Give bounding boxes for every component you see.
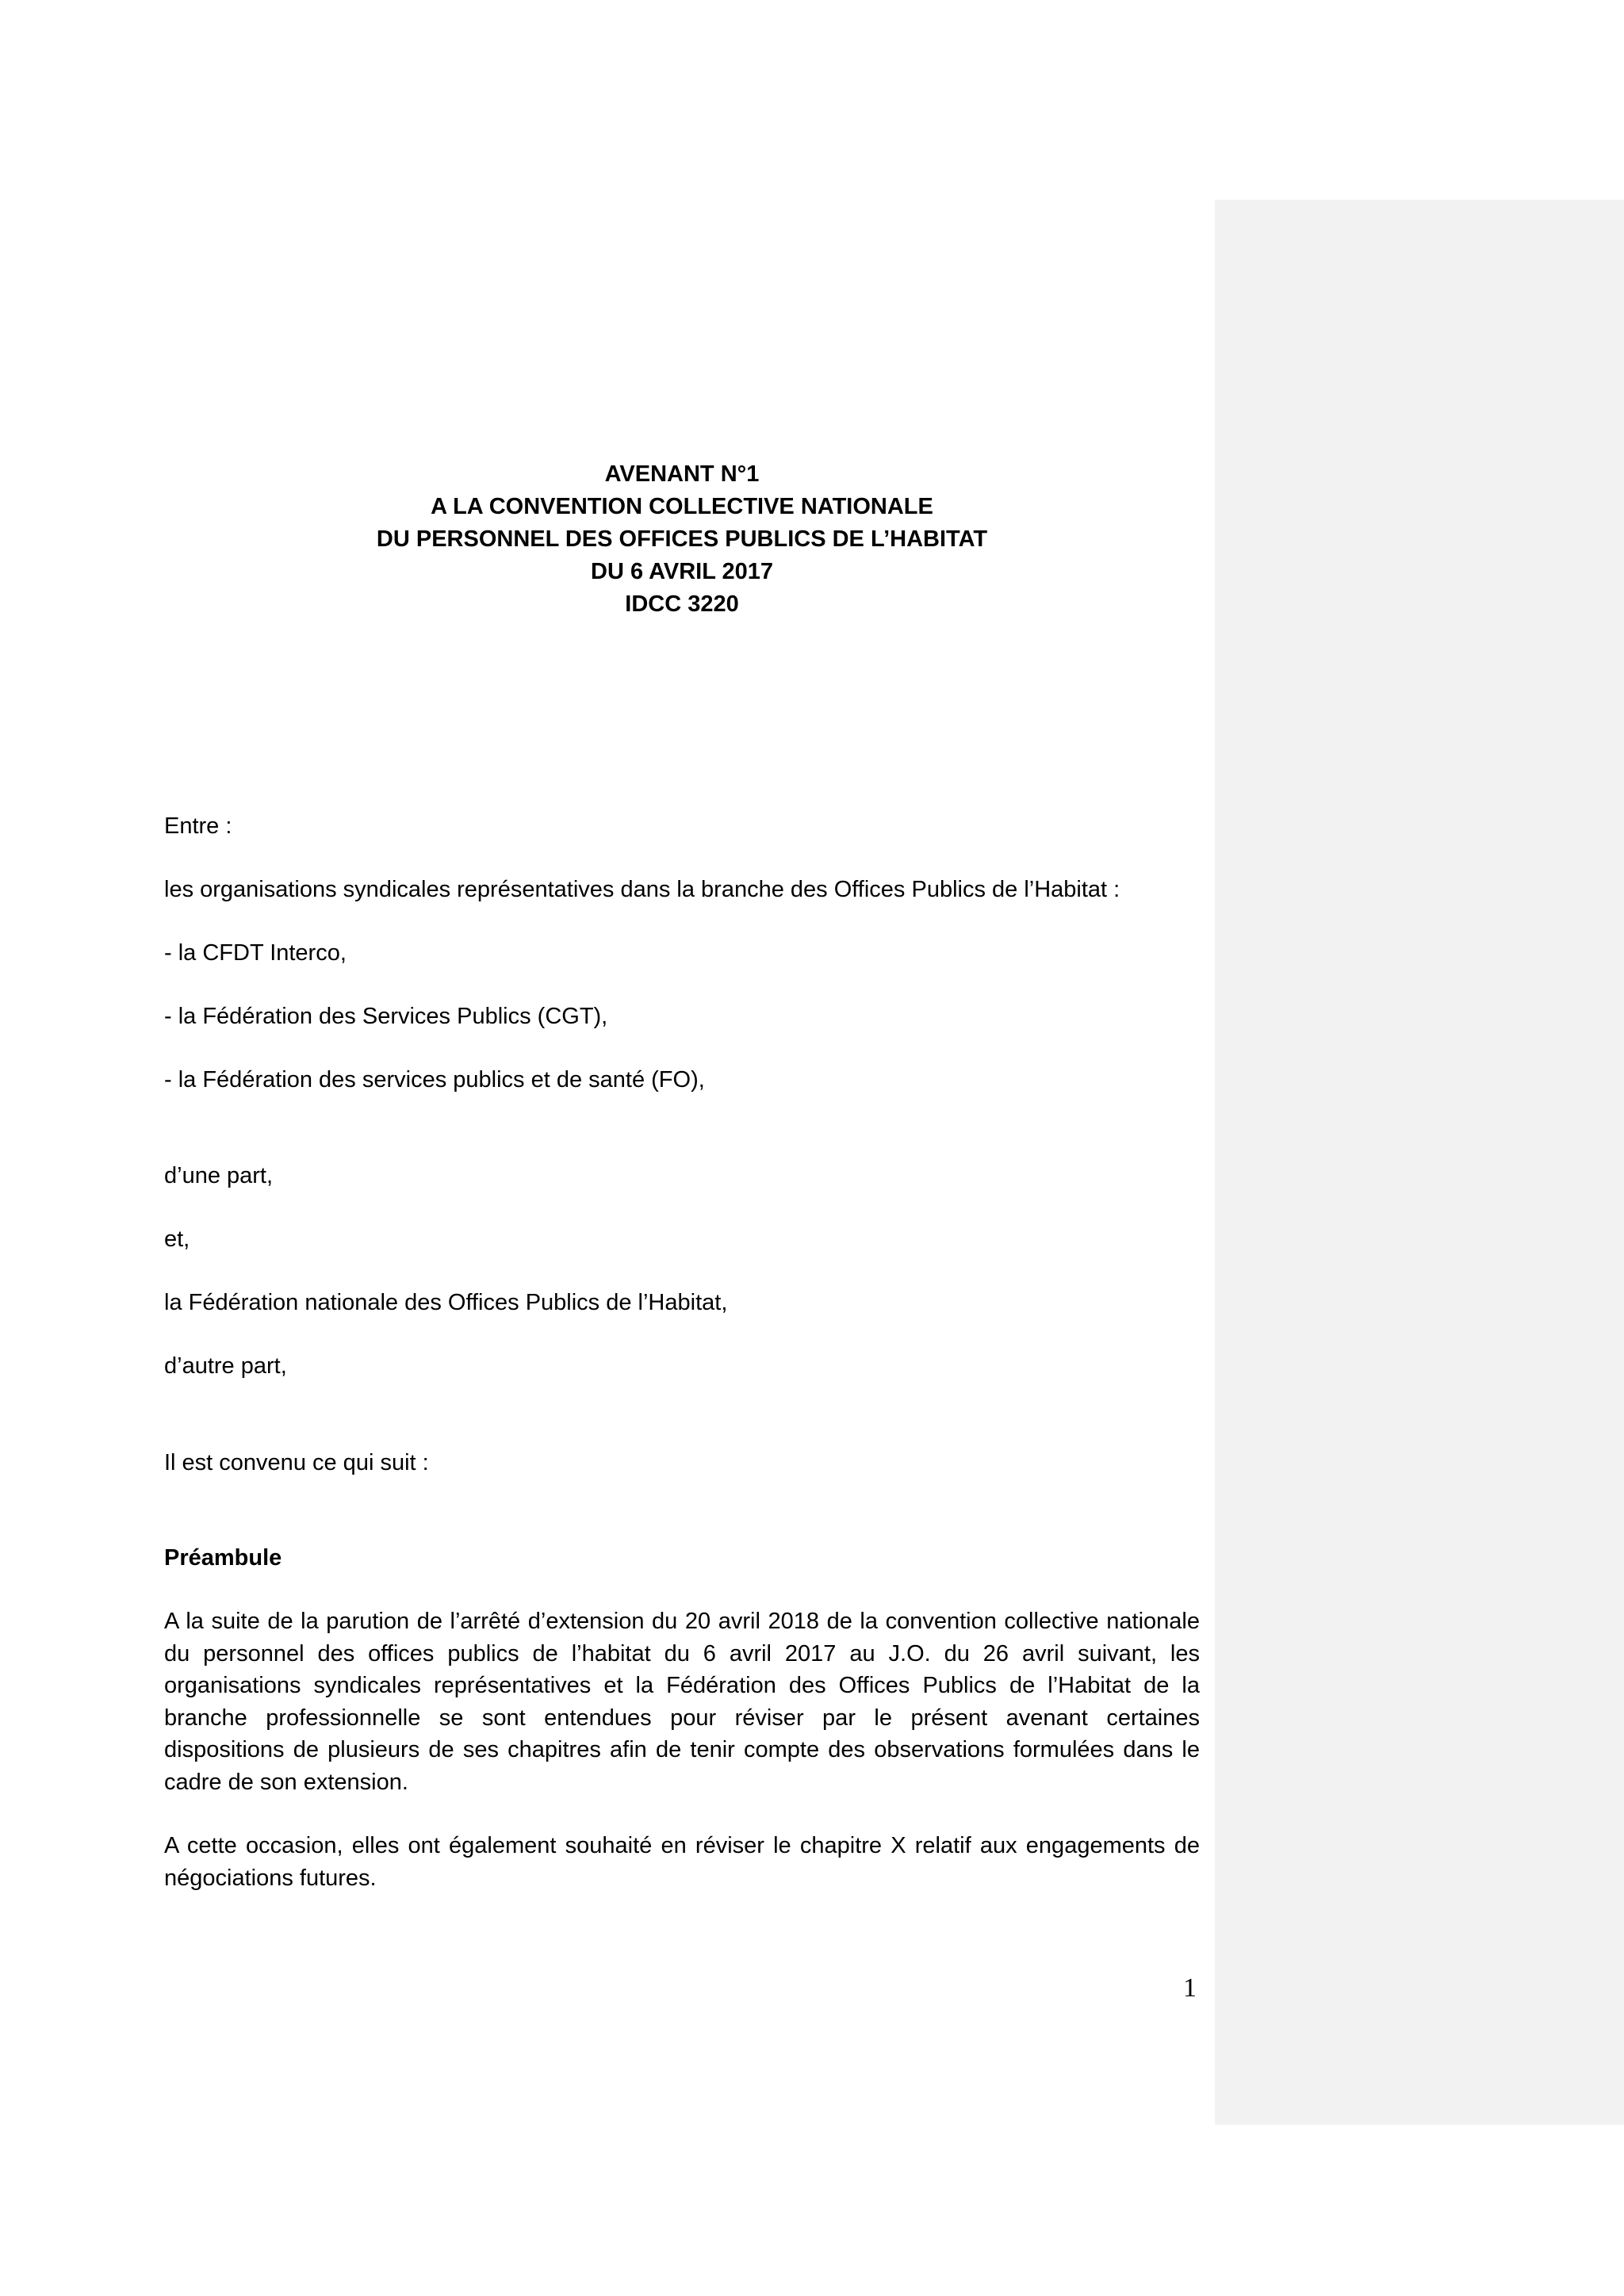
paragraph-line: A cette occasion, elles ont également souhaité en réviser le chapitre X relatif aux engagements de xyxy=(164,1833,1200,1858)
preamble-paragraph-1 xyxy=(164,1605,1200,1798)
agreement-statement: Il est convenu ce qui suit : xyxy=(164,1450,429,1475)
preamble-heading: Préambule xyxy=(164,1545,282,1571)
title-line: A LA CONVENTION COLLECTIVE NATIONALE xyxy=(431,494,933,519)
paragraph-line: A la suite de la parution de l’arrêté d’extension du 20 avril 2018 de la convention collective nationale xyxy=(164,1609,1200,1634)
paragraph-line: cadre de son extension. xyxy=(164,1769,408,1795)
document-title xyxy=(164,458,1200,621)
paragraph-line: organisations syndicales représentatives et la Fédération des Offices Publics de l’Habitat de la xyxy=(164,1673,1200,1698)
union-item: - la Fédération des services publics et de santé (FO), xyxy=(164,1067,705,1093)
comment-pane xyxy=(1215,200,1624,2125)
paragraph-line: du personnel des offices publics de l’habitat du 6 avril 2017 au J.O. du 26 avril suivant, les xyxy=(164,1640,1200,1667)
union-item: - la CFDT Interco, xyxy=(164,940,347,966)
parties-intro: Entre : xyxy=(164,813,232,839)
and-label: et, xyxy=(164,1226,190,1252)
first-party-label: d’une part, xyxy=(164,1163,274,1188)
page-number: 1 xyxy=(1183,1973,1197,2003)
title-line: DU 6 AVRIL 2017 xyxy=(591,559,773,584)
preamble-paragraph-2 xyxy=(164,1830,1200,1894)
unions-intro: les organisations syndicales représentatives dans la branche des Offices Publics de l’Habitat : xyxy=(164,877,1120,902)
union-item: - la Fédération des Services Publics (CGT), xyxy=(164,1004,608,1029)
title-line: DU PERSONNEL DES OFFICES PUBLICS DE L’HABITAT xyxy=(376,526,988,552)
second-party-label: d’autre part, xyxy=(164,1353,287,1379)
title-line: IDCC 3220 xyxy=(625,591,739,617)
employer-party: la Fédération nationale des Offices Publics de l’Habitat, xyxy=(164,1290,728,1315)
paragraph-line: négociations futures. xyxy=(164,1865,377,1891)
document-page xyxy=(164,0,1200,2296)
paragraph-line: dispositions de plusieurs de ses chapitres afin de tenir compte des observations formulées dans le xyxy=(164,1737,1200,1762)
paragraph-line: branche professionnelle se sont entendues pour réviser par le présent avenant certaines xyxy=(164,1705,1200,1731)
title-line: AVENANT N°1 xyxy=(604,461,760,487)
